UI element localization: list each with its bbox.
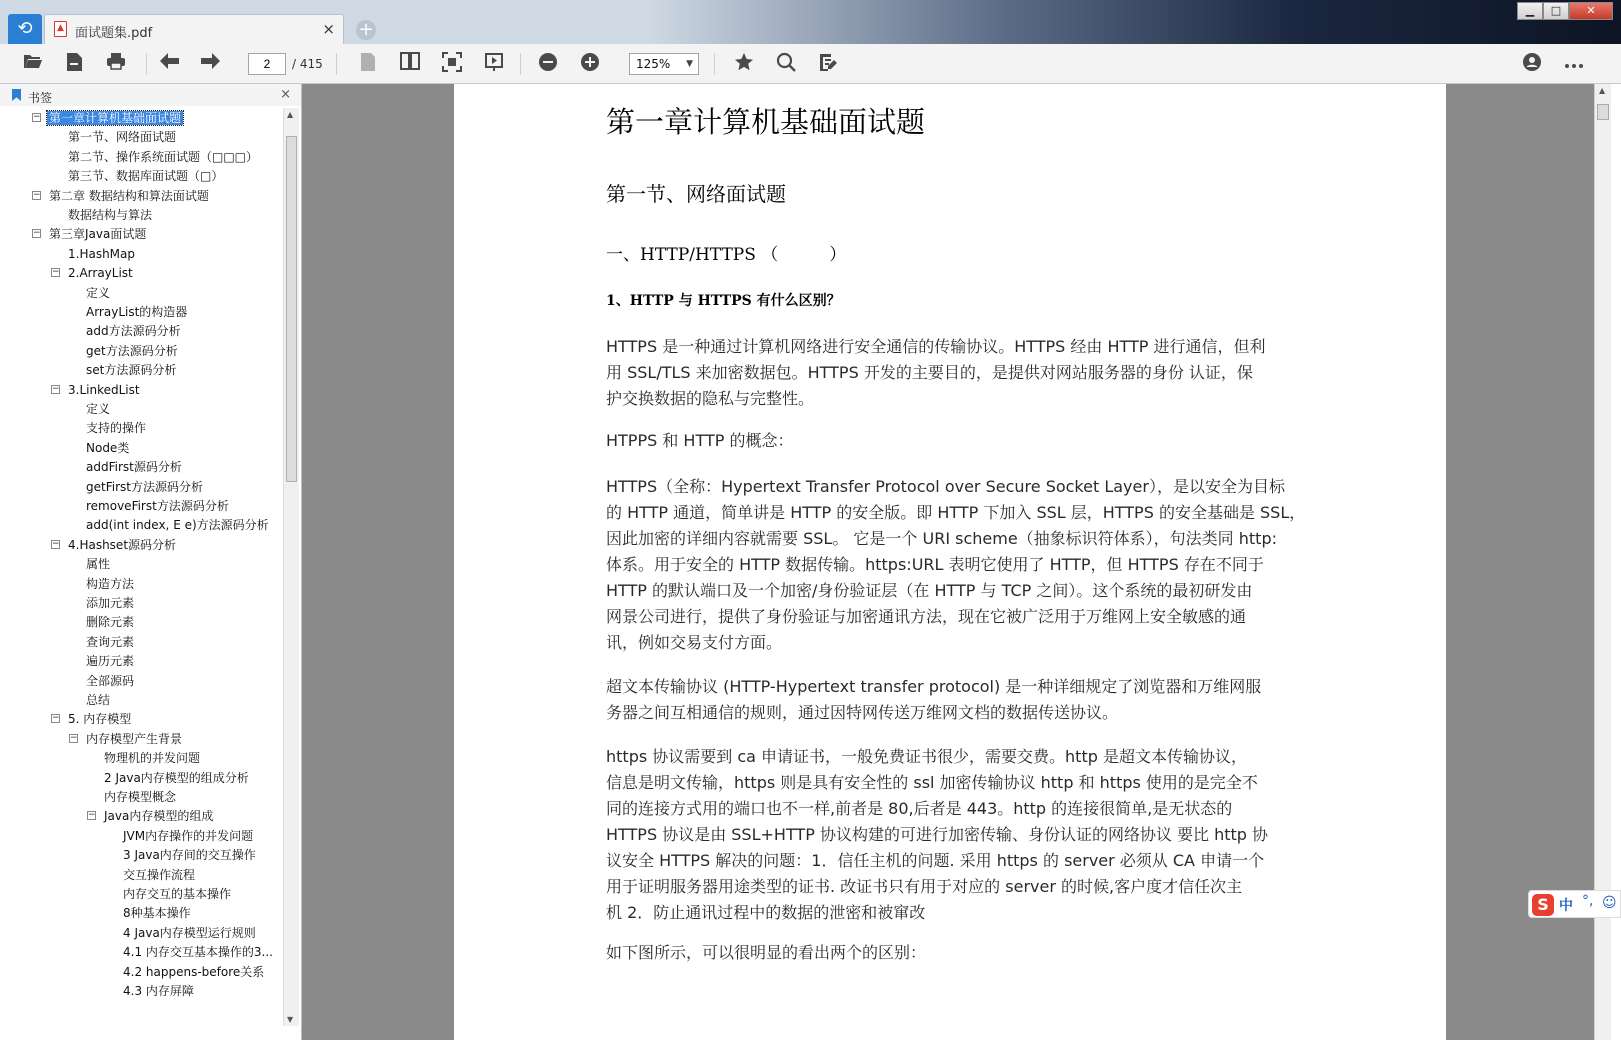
bookmark-label: 4.1 内存交互基本操作的3... xyxy=(123,945,273,960)
more-icon[interactable] xyxy=(1562,52,1586,76)
bookmark-label: 内存模型概念 xyxy=(104,790,177,804)
collapse-toggle-icon[interactable]: − xyxy=(88,810,96,821)
bookmark-item[interactable] xyxy=(102,748,202,768)
bookmark-item[interactable] xyxy=(121,884,233,904)
bookmark-label: 第一节、网络面试题 xyxy=(68,130,177,145)
bookmark-item[interactable] xyxy=(84,612,136,632)
bookmark-item[interactable] xyxy=(84,632,136,652)
bookmark-label: set方法源码分析 xyxy=(86,363,177,378)
search-icon[interactable] xyxy=(774,52,798,76)
collapse-toggle-icon[interactable]: − xyxy=(52,713,60,724)
bookmark-item[interactable] xyxy=(121,981,196,1001)
bookmark-label: 属性 xyxy=(86,557,111,572)
bookmark-item[interactable] xyxy=(70,729,184,749)
bookmark-item[interactable] xyxy=(121,826,255,846)
paragraph-6 xyxy=(606,940,1306,966)
document-viewport xyxy=(302,84,1594,1040)
bookmark-label: 3 Java内存间的交互操作 xyxy=(123,848,256,863)
bookmark-label: getFirst方法源码分析 xyxy=(86,479,203,494)
bookmark-label: 添加元素 xyxy=(86,596,135,610)
bookmark-label: 查询元素 xyxy=(86,634,135,649)
bookmark-item[interactable] xyxy=(84,515,271,535)
fit-page-icon[interactable] xyxy=(440,52,464,76)
bookmark-item[interactable] xyxy=(66,127,178,147)
bookmark-item[interactable] xyxy=(33,108,183,128)
bookmark-label: 1.HashMap xyxy=(68,246,136,261)
two-page-icon[interactable] xyxy=(398,52,422,76)
bookmark-label: 8种基本操作 xyxy=(123,906,191,921)
text-line: https 协议需要到 ca 申请证书，一般免费证书很少，需要交费。http 是超文本传输协议， xyxy=(606,747,1247,766)
bookmark-item[interactable] xyxy=(102,787,178,807)
bookmark-item[interactable] xyxy=(102,768,251,788)
text-line: 议安全 HTTPS 解决的问题：1．信任主机的问题. 采用 https 的 server 必须从 CA 申请一个 xyxy=(606,851,1265,870)
ime-language[interactable]: 中 xyxy=(1559,898,1573,914)
bookmark-item[interactable] xyxy=(66,147,260,167)
emoji-icon[interactable]: ☺ xyxy=(1602,895,1617,911)
bookmark-label: 总结 xyxy=(86,693,111,707)
question-heading: 1、HTTP 与 HTTPS 有什么区别？ xyxy=(606,293,841,309)
bookmark-label: 4.Hashset源码分析 xyxy=(68,537,177,552)
bookmarks-title: 书签 xyxy=(28,91,53,105)
paragraph-5 xyxy=(606,744,1306,926)
bookmark-item[interactable] xyxy=(121,845,258,865)
zoom-value: 125% xyxy=(636,57,671,71)
star-icon[interactable] xyxy=(732,52,756,76)
bookmarks-header xyxy=(0,84,301,106)
open-folder-icon[interactable] xyxy=(21,52,45,76)
bookmark-item[interactable] xyxy=(84,418,148,438)
chevron-down-icon: ▼ xyxy=(686,59,693,69)
bookmark-item[interactable] xyxy=(121,962,266,982)
bookmark-label: 数据结构与算法 xyxy=(68,208,153,222)
ime-logo-icon: S xyxy=(1532,894,1554,916)
bookmark-item[interactable] xyxy=(84,341,180,361)
bookmark-label: 全部源码 xyxy=(86,673,135,688)
text-line: 护交换数据的隐私与完整性。 xyxy=(606,389,815,408)
text-line: 讯，例如交易支付方面。 xyxy=(606,633,783,652)
bookmark-label: 物理机的并发问题 xyxy=(104,751,201,766)
account-icon[interactable] xyxy=(1520,52,1544,76)
bookmark-item[interactable] xyxy=(84,671,136,691)
bookmark-label: 4.2 happens-before关系 xyxy=(123,964,265,979)
toolbar xyxy=(0,44,1621,84)
bookmark-item[interactable] xyxy=(84,302,189,322)
text-line: HTPPS 和 HTTP 的概念： xyxy=(606,431,794,450)
scroll-up-icon[interactable]: ▲ xyxy=(287,110,294,119)
bookmark-item[interactable] xyxy=(66,166,225,186)
bookmark-item[interactable] xyxy=(84,477,205,497)
bookmark-label: 4 Java内存模型运行规则 xyxy=(123,925,256,940)
back-arrow-icon[interactable] xyxy=(158,52,182,76)
bookmark-label: 第三节、数据库面试题（□） xyxy=(68,169,224,184)
minimize-button[interactable]: ▁ xyxy=(1517,2,1543,20)
bookmark-label: 交互操作流程 xyxy=(123,867,196,882)
text-line: HTTPS 是一种通过计算机网络进行安全通信的传输协议。HTTPS 经由 HTTP 进行通信，但利 xyxy=(606,337,1266,356)
bookmarks-panel xyxy=(0,84,302,1040)
window-controls xyxy=(1517,2,1613,20)
bookmark-label: add方法源码分析 xyxy=(86,324,181,339)
bookmark-item[interactable] xyxy=(121,923,258,943)
bookmark-item[interactable] xyxy=(84,321,183,341)
bookmark-label: 遍历元素 xyxy=(86,654,135,669)
collapse-toggle-icon[interactable]: − xyxy=(70,732,78,743)
bookmark-item[interactable] xyxy=(84,496,231,516)
bookmark-label: addFirst源码分析 xyxy=(86,460,182,475)
bookmark-item[interactable] xyxy=(52,380,142,400)
pdf-page xyxy=(454,84,1446,1040)
bookmark-item[interactable] xyxy=(66,205,154,225)
bookmark-label: removeFirst方法源码分析 xyxy=(86,499,229,513)
section-title: 第一节、网络面试题 xyxy=(606,182,786,206)
slideshow-icon[interactable] xyxy=(482,52,506,76)
bookmark-label: 3.LinkedList xyxy=(68,382,140,397)
app-menu-button[interactable] xyxy=(8,14,42,44)
bookmark-item[interactable] xyxy=(84,574,136,594)
single-page-icon[interactable] xyxy=(356,52,380,76)
bookmark-label: 第一章计算机基础面试题 xyxy=(49,111,182,125)
bookmark-label: 第三章Java面试题 xyxy=(49,227,147,242)
text-line: 同的连接方式用的端口也不一样,前者是 80,后者是 443。http 的连接很简单,是无状态的 xyxy=(606,799,1233,818)
bookmark-item[interactable] xyxy=(52,535,178,555)
scroll-down-icon[interactable]: ▼ xyxy=(287,1015,294,1024)
text-line: HTTP 的默认端口及一个加密/身份验证层（在 HTTP 与 TCP 之间）。这个系统的最初研发由 xyxy=(606,581,1253,600)
document-tab[interactable] xyxy=(44,14,344,44)
bookmark-item[interactable] xyxy=(121,942,275,962)
text-line: HTTPS 协议是由 SSL+HTTP 协议构建的可进行加密传输、身份认证的网络协议 要比 http 协 xyxy=(606,825,1269,844)
refresh-icon: ⟲ xyxy=(17,18,33,39)
bookmark-label: 定义 xyxy=(86,285,111,300)
collapse-toggle-icon[interactable]: − xyxy=(52,267,60,278)
bookmark-item[interactable] xyxy=(33,186,211,206)
subsection-title: 一、HTTP/HTTPS （ ） xyxy=(606,245,847,265)
bookmark-label: add(int index, E e)方法源码分析 xyxy=(86,518,269,533)
bookmark-label: Java内存模型的组成 xyxy=(104,809,214,824)
bookmark-item[interactable] xyxy=(121,903,193,923)
bookmark-item[interactable] xyxy=(88,806,215,826)
zoom-in-icon[interactable] xyxy=(578,52,602,76)
bookmark-item[interactable] xyxy=(84,399,112,419)
collapse-toggle-icon[interactable]: − xyxy=(33,189,41,200)
bookmark-item[interactable] xyxy=(84,554,112,574)
bookmark-label: 2 Java内存模型的组成分析 xyxy=(104,770,249,785)
bookmark-item[interactable] xyxy=(52,709,133,729)
ime-toolbar[interactable] xyxy=(1528,890,1621,918)
bookmark-item[interactable] xyxy=(121,865,197,885)
bookmark-label: get方法源码分析 xyxy=(86,343,178,358)
bookmark-item[interactable] xyxy=(84,690,112,710)
bookmark-item[interactable] xyxy=(84,457,184,477)
text-line: 信息是明文传输，https 则是具有安全性的 ssl 加密传输协议 http 和 https 使用的是完全不 xyxy=(606,773,1258,792)
bookmark-label: 4.3 内存屏障 xyxy=(123,984,194,998)
text-line: 网景公司进行，提供了身份验证与加密通讯方法，现在它被广泛用于万维网上安全敏感的通 xyxy=(606,607,1247,626)
bookmark-item[interactable] xyxy=(84,651,136,671)
zoom-out-icon[interactable] xyxy=(536,52,560,76)
tab-title: 面试题集.pdf xyxy=(75,26,153,41)
paragraph-1 xyxy=(606,334,1306,412)
zoom-select[interactable] xyxy=(629,53,699,75)
text-line: 用于证明服务器用途类型的证书. 改证书只有用于对应的 server 的时候,客户度才信任次主 xyxy=(606,877,1243,896)
bookmark-label: JVM内存操作的并发问题 xyxy=(123,828,254,843)
text-line: 的 HTTP 通道，简单讲是 HTTP 的安全版。即 HTTP 下加入 SSL 层，HTTPS 的安全基础是 SSL， xyxy=(606,503,1306,522)
page-total: / 415 xyxy=(292,57,323,71)
bookmark-item[interactable] xyxy=(84,283,112,303)
bookmark-item[interactable] xyxy=(33,224,148,244)
annotate-icon[interactable] xyxy=(816,52,840,76)
bookmark-item[interactable] xyxy=(84,593,136,613)
collapse-toggle-icon[interactable]: − xyxy=(33,228,41,239)
bookmark-label: 第二章 数据结构和算法面试题 xyxy=(49,188,209,203)
save-icon[interactable] xyxy=(62,52,86,76)
bookmark-label: Node类 xyxy=(86,440,130,455)
bookmark-label: 内存交互的基本操作 xyxy=(123,887,232,901)
forward-arrow-icon[interactable] xyxy=(198,52,222,76)
collapse-toggle-icon[interactable]: − xyxy=(52,383,60,394)
bookmark-item[interactable] xyxy=(84,360,178,380)
scrollbar-thumb[interactable] xyxy=(1597,104,1609,120)
close-window-button[interactable]: ✕ xyxy=(1569,2,1613,20)
text-line: 用 SSL/TLS 来加密数据包。HTTPS 开发的主要目的，是提供对网站服务器的身份 认证，保 xyxy=(606,363,1253,382)
text-line: 体系。用于安全的 HTTP 数据传输。https:URL 表明它使用了 HTTP，但 HTTPS 存在不同于 xyxy=(606,555,1264,574)
bookmark-tree xyxy=(0,108,282,1026)
bookmark-label: 2.ArrayList xyxy=(68,266,133,281)
close-panel-icon[interactable]: × xyxy=(280,87,291,102)
scroll-up-icon[interactable]: ▲ xyxy=(1599,86,1606,95)
collapse-toggle-icon[interactable]: − xyxy=(33,112,41,122)
bookmark-label: 定义 xyxy=(86,402,111,416)
text-line: 机 2．防止通讯过程中的数据的泄密和被窜改 xyxy=(606,903,926,922)
print-icon[interactable] xyxy=(104,52,128,76)
bookmark-icon xyxy=(12,89,21,101)
text-line: HTTPS（全称：Hypertext Transfer Protocol over Secure Socket Layer），是以安全为目标 xyxy=(606,477,1285,496)
bookmark-item[interactable] xyxy=(66,244,137,264)
close-tab-icon[interactable]: × xyxy=(322,20,335,38)
bookmark-item[interactable] xyxy=(84,438,131,458)
bookmark-label: 删除元素 xyxy=(86,615,135,630)
bookmark-label: 构造方法 xyxy=(86,576,135,591)
text-line: 超文本传输协议 (HTTP-Hypertext transfer protocol) 是一种详细规定了浏览器和万维网服 xyxy=(606,677,1262,696)
bookmark-item[interactable] xyxy=(52,263,135,283)
title-bar xyxy=(0,0,1621,44)
paragraph-2 xyxy=(606,428,1306,454)
collapse-toggle-icon[interactable]: − xyxy=(52,538,60,549)
new-tab-button[interactable]: + xyxy=(356,20,376,40)
text-line: 务器之间互相通信的规则，通过因特网传送万维网文档的数据传送协议。 xyxy=(606,703,1119,722)
maximize-button[interactable]: □ xyxy=(1543,2,1569,20)
page-number-input[interactable] xyxy=(248,53,286,75)
text-line: 如下图所示，可以很明显的看出两个的区别： xyxy=(606,943,927,962)
chapter-title: 第一章计算机基础面试题 xyxy=(606,105,926,139)
scrollbar-thumb[interactable] xyxy=(286,136,297,482)
bookmark-label: 5. 内存模型 xyxy=(68,712,132,727)
text-line: 因此加密的详细内容就需要 SSL。 它是一个 URI scheme（抽象标识符体系），句法类同 http: xyxy=(606,529,1277,548)
paragraph-4 xyxy=(606,674,1306,726)
sidebar-scrollbar[interactable] xyxy=(283,108,299,1026)
bookmark-label: 支持的操作 xyxy=(86,421,147,436)
bookmark-label: 第二节、操作系统面试题（□□□） xyxy=(68,149,259,164)
ime-punctuation[interactable]: °, xyxy=(1582,893,1594,909)
paragraph-3 xyxy=(606,474,1306,656)
bookmark-label: 内存模型产生背景 xyxy=(86,731,183,746)
bookmark-label: ArrayList的构造器 xyxy=(86,305,188,319)
pdf-file-icon: ▲ xyxy=(54,21,67,37)
